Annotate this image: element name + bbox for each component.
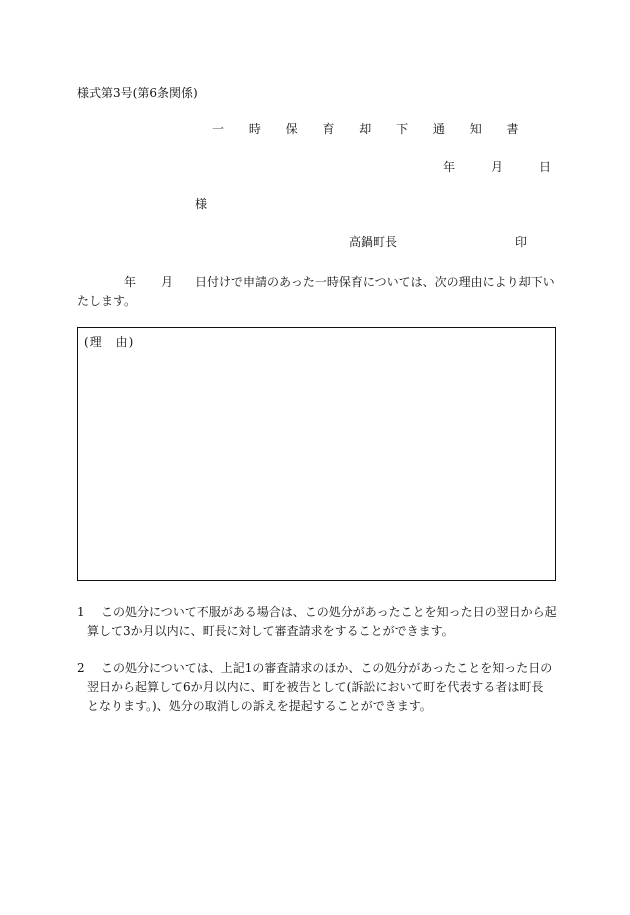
sender-name: 高鍋町長 bbox=[349, 235, 398, 249]
body-text-line2: たします。 bbox=[77, 294, 137, 308]
document-title: 一 時 保 育 却 下 通 知 書 bbox=[212, 122, 530, 136]
date-day-label: 日 bbox=[539, 160, 552, 174]
notice-item bbox=[77, 659, 555, 716]
body-month-label: 月 bbox=[161, 275, 174, 289]
notice-number: 2 bbox=[77, 661, 85, 675]
notice-line: 翌日から起算して6か月以内に、町を被告として(訴訟において町を代表する者は町長 bbox=[87, 680, 544, 694]
body-text-line1: 日付けで申請のあった一時保育については、次の理由により却下い bbox=[195, 275, 555, 289]
body-paragraph bbox=[77, 273, 555, 311]
notice-number: 1 bbox=[77, 605, 85, 619]
date-month-label: 月 bbox=[491, 160, 504, 174]
notice-text bbox=[77, 659, 555, 716]
form-number: 様式第3号(第6条関係) bbox=[77, 86, 198, 100]
seal-mark: 印 bbox=[515, 235, 528, 249]
addressee-honorific: 様 bbox=[195, 197, 208, 211]
notice-line: となります。)、処分の取消しの訴えを提起することができます。 bbox=[87, 699, 432, 713]
reason-label: (理 由) bbox=[84, 335, 135, 349]
date-line bbox=[443, 160, 551, 174]
notice-line: この処分については、上記1の審査請求のほか、この処分があったことを知った日の bbox=[101, 661, 553, 675]
notice-item bbox=[77, 603, 555, 641]
notice-line: 算して3か月以内に、町長に対して審査請求をすることができます。 bbox=[87, 624, 454, 638]
body-year-label: 年 bbox=[124, 275, 137, 289]
notice-text bbox=[77, 603, 555, 641]
reason-box bbox=[77, 327, 556, 581]
date-year-label: 年 bbox=[443, 160, 456, 174]
notice-line: この処分について不服がある場合は、この処分があったことを知った日の翌日から起 bbox=[101, 605, 557, 619]
